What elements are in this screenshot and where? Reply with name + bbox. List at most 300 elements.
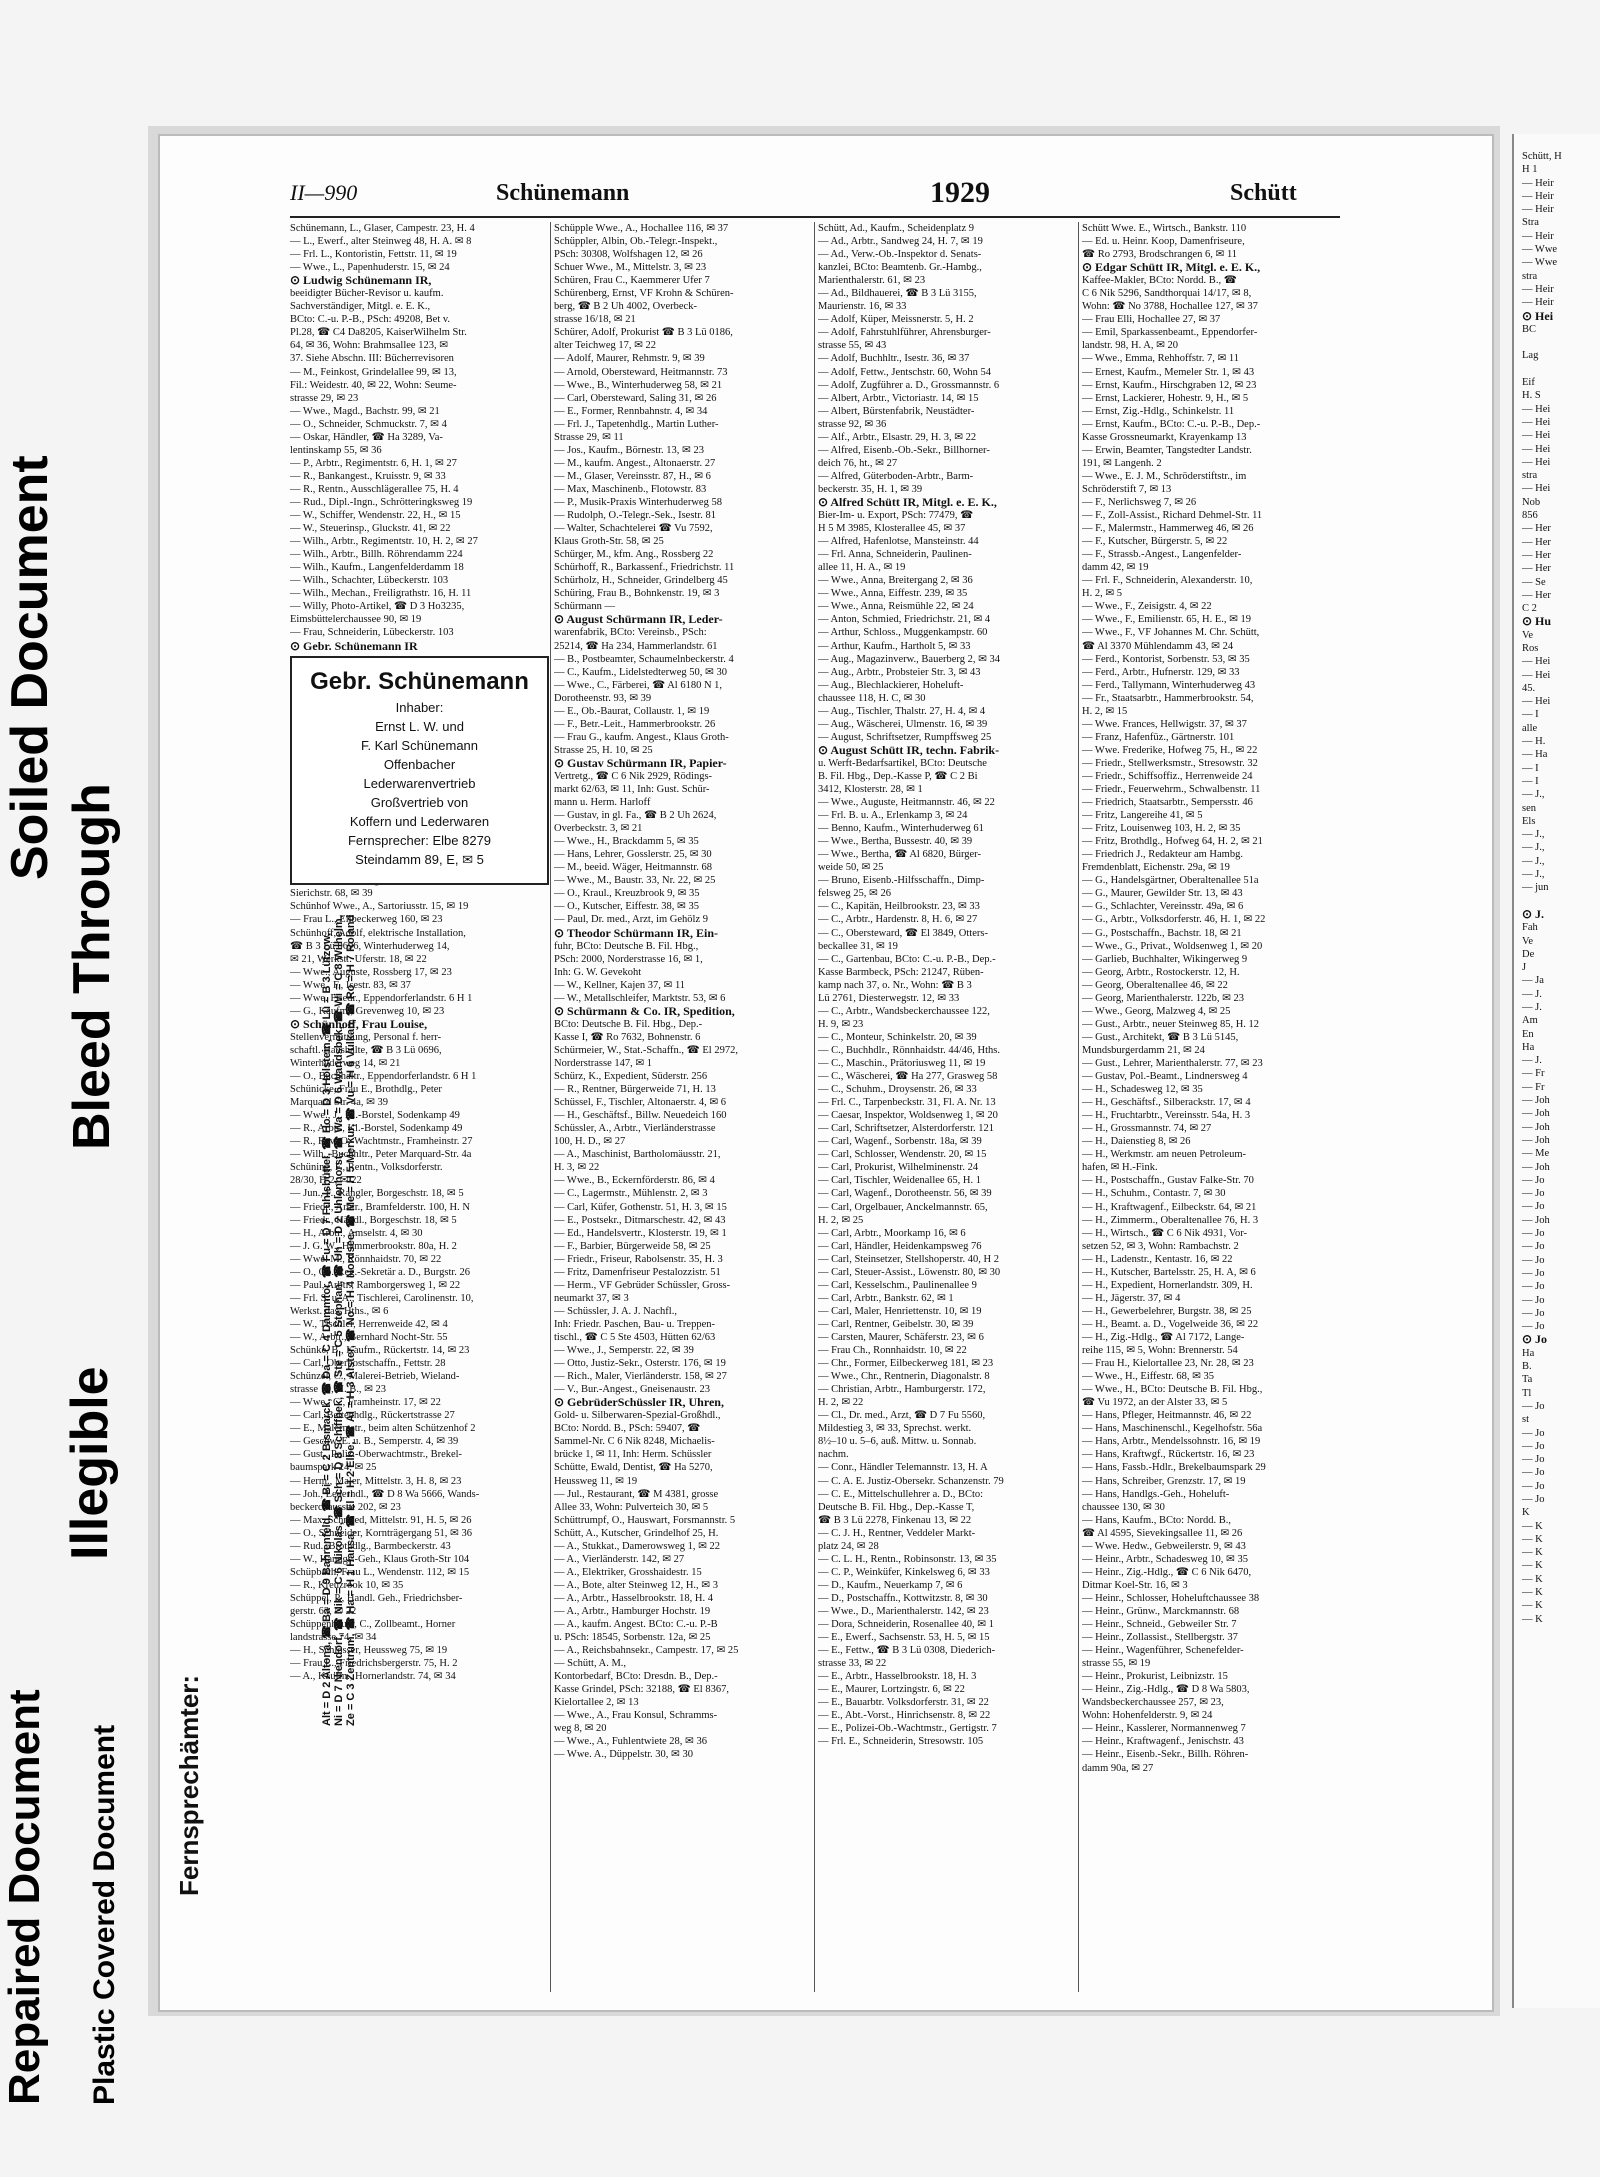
directory-entry-line: — Jo bbox=[1522, 1321, 1545, 1333]
directory-entry-line: ☎ Al 3370 Mühlendamm 43, ✉ 24 bbox=[1082, 640, 1234, 652]
directory-entry-line: — Heinr., Schneid., Gebweiler Str. 7 bbox=[1082, 1619, 1237, 1631]
directory-entry-line: — P., Arbtr., Regimentstr. 6, H. 1, ✉ 27 bbox=[290, 457, 457, 469]
directory-entry-line: — C., Kaufm., Lidelstedterweg 50, ✉ 30 bbox=[554, 666, 727, 678]
directory-entry-line: — Frl. F., Schneiderin, Alexanderstr. 10, bbox=[1082, 575, 1253, 587]
directory-entry-line: Overbeckstr. 3, ✉ 21 bbox=[554, 823, 643, 835]
ad-line: Großvertrieb von bbox=[370, 795, 469, 810]
directory-entry-line: Schüppler, Albin, Ob.-Telegr.-Inspekt., bbox=[554, 236, 718, 248]
ad-line: Steindamm 89, E, ✉ 5 bbox=[355, 852, 484, 867]
directory-entry-line: — Aug., Blechlackierer, Hoheluft- bbox=[818, 679, 964, 691]
directory-entry-line: — Wwe., Anna, Breitergang 2, ✉ 36 bbox=[818, 575, 973, 587]
directory-entry-line: C 6 Nik 5296, Sandthorquai 14/17, ✉ 8, bbox=[1082, 288, 1252, 300]
exchange-row: Alt = D 2 Altona, ☎ Ba = D 9 Bahrenfeld, ☎ Bi = C 2 Bismarck, ☎ Da = C 4 Dammtor, ☎ Fu = D 7 Fuhlsbüttel, ☎ Ho = D 3 Holstein, ☎ Lü = B 3 Lützow, bbox=[321, 932, 333, 1726]
directory-entry-line: — J., bbox=[1522, 869, 1545, 881]
directory-entry-line: ⊙ Jo bbox=[1522, 1332, 1548, 1347]
directory-entry-line: — Heinr., Wagenführer, Schenefelder- bbox=[1082, 1645, 1244, 1657]
directory-entry-line: kanzlei, BCto: Beamtenb. Gr.-Hambg., bbox=[818, 262, 982, 274]
directory-entry-line: — Carl, Tischler, Weidenallee 65, H. 1 bbox=[818, 1175, 982, 1187]
directory-entry-line: fuhr, BCto: Deutsche B. Fil. Hbg., bbox=[554, 940, 699, 952]
directory-entry-line: — A., Vierländerstr. 142, ✉ 27 bbox=[554, 1553, 685, 1565]
directory-entry-line: — J. G. W., Hammerbrookstr. 80a, H. 2 bbox=[290, 1240, 457, 1252]
directory-entry-line: ⊙ Hu bbox=[1522, 614, 1552, 629]
directory-entry-line: — Walter, Schachtelerei ☎ Vu 7592, bbox=[554, 523, 713, 535]
directory-entry-line: — Dora, Schneiderin, Rosenallee 40, ✉ 1 bbox=[818, 1619, 994, 1631]
directory-entry-line: Ditmar Koel-Str. 16, ✉ 3 bbox=[1082, 1579, 1188, 1591]
directory-entry-line: — Gust., Lehrer, Marienthalerstr. 77, ✉ 23 bbox=[1082, 1058, 1263, 1069]
directory-entry-line: — E., Ewerf., Sachsenstr. 53, H. 5, ✉ 15 bbox=[818, 1632, 990, 1644]
directory-entry-line: 3412, Klosterstr. 28, ✉ 1 bbox=[818, 784, 923, 796]
directory-entry-line: — Fr bbox=[1522, 1081, 1545, 1093]
directory-entry-line: H. 2, ✉ 15 bbox=[1082, 705, 1128, 717]
directory-entry-line: — Her bbox=[1522, 536, 1551, 548]
directory-entry-line: — I bbox=[1522, 762, 1539, 774]
directory-entry-line: — Wwe., Anna, Reismühle 22, ✉ 24 bbox=[818, 601, 974, 613]
directory-entry-line: — Gust., Arbtr., neuer Steinweg 85, H. 12 bbox=[1082, 1018, 1260, 1030]
directory-entry-line: — Max, Maschinenb., Flotowstr. 83 bbox=[554, 483, 707, 495]
directory-entry-line: — Adolf, Zugführer a. D., Grossmannstr. 6 bbox=[818, 379, 1000, 391]
directory-entry-line: brücke 1, ✉ 11, Inh: Herm. Schüssler bbox=[554, 1449, 712, 1461]
directory-entry-line: — W., Arbtr., Bernhard Nocht-Str. 55 bbox=[290, 1331, 448, 1343]
directory-entry-line: — Wwe., H., Eiffestr. 68, ✉ 35 bbox=[1082, 1371, 1215, 1383]
directory-entry-line: — G., Arbtr., Volksdorferstr. 46, H. 1, ✉ 22 bbox=[1082, 914, 1266, 926]
directory-entry-line: Schünicke, Frau E., Brothdlg., Peter bbox=[290, 1084, 442, 1096]
directory-entry-line: Inh: Friedr. Paschen, Bau- u. Treppen- bbox=[554, 1318, 715, 1330]
directory-entry-line: 37. Siehe Abschn. III: Bücherrevisoren bbox=[290, 353, 454, 365]
directory-entry-line: markt 62/63, ✉ 11, Inh: Gust. Schür- bbox=[554, 784, 710, 796]
directory-entry-line: — F., Malermstr., Hammerweg 46, ✉ 26 bbox=[1082, 523, 1254, 535]
column-divider bbox=[1078, 222, 1079, 1992]
directory-entry-line: — Ja bbox=[1522, 975, 1544, 987]
directory-entry-line: Els bbox=[1522, 815, 1536, 827]
directory-entry-line: — R., Rentn., Ausschlägerallee 75, H. 4 bbox=[290, 483, 459, 495]
directory-entry-line: Dorotheenstr. 93, ✉ 39 bbox=[554, 692, 652, 704]
directory-entry-line: — Wwe. Frederike, Hofweg 75, H., ✉ 22 bbox=[1082, 744, 1258, 756]
directory-entry-line: — F., Nerlichsweg 7, ✉ 26 bbox=[1082, 496, 1197, 508]
directory-entry-line: — Wwe. A., Düppelstr. 30, ✉ 30 bbox=[554, 1749, 693, 1761]
directory-entry-line: Norderstrasse 147, ✉ 1 bbox=[554, 1058, 653, 1069]
directory-entry-line: Wohn: Hohenfelderstr. 9, ✉ 24 bbox=[1082, 1710, 1213, 1722]
directory-entry-line: strasse 29, ✉ 23 bbox=[290, 392, 359, 404]
directory-entry-line: — Carl, Arbtr., Moorkamp 16, ✉ 6 bbox=[818, 1227, 966, 1239]
column-divider bbox=[814, 222, 815, 1992]
directory-entry-line: Kasse I, ☎ Ro 7632, Bohnenstr. 6 bbox=[554, 1031, 701, 1043]
directory-entry-line: — Heir bbox=[1522, 204, 1554, 216]
directory-entry-line: — E., Fettw., ☎ B 3 Lü 0308, Diederich- bbox=[818, 1645, 996, 1657]
directory-entry-line: Schütte, Ewald, Dentist, ☎ Ha 5270, bbox=[554, 1462, 713, 1474]
directory-entry-line: nachm. bbox=[818, 1449, 849, 1461]
directory-entry-line: — Joh bbox=[1522, 1095, 1550, 1107]
directory-entry-line: — J., bbox=[1522, 829, 1545, 841]
directory-entry-line: kamp nach 37, o. Nr., Wohn: ☎ B 3 bbox=[818, 979, 972, 991]
directory-entry-line: — Gust., Poliz.-Oberwachtmstr., Brekel- bbox=[290, 1449, 463, 1461]
directory-entry-line: — Wwe bbox=[1522, 257, 1558, 269]
directory-entry-line: — M., beeid. Wäger, Heitmannstr. 68 bbox=[554, 862, 713, 874]
directory-entry-line: Lag bbox=[1522, 350, 1539, 362]
directory-entry-line: damm 90a, ✉ 27 bbox=[1082, 1762, 1154, 1774]
directory-entry-line: — H. bbox=[1522, 736, 1546, 748]
label-bleed-through: Bleed Through bbox=[63, 783, 121, 1150]
directory-entry-line: — Wwe., C., Framheinstr. 17, ✉ 22 bbox=[290, 1397, 441, 1409]
directory-entry-line: — Wwe., Anna, Eiffestr. 239, ✉ 35 bbox=[818, 588, 968, 600]
directory-entry-line: — Arnold, Obersteward, Heitmannstr. 73 bbox=[554, 366, 728, 378]
directory-entry-line: Bier-Im- u. Export, PSch: 77479, ☎ bbox=[818, 510, 974, 522]
directory-entry-line: — C., Lagermstr., Mühlenstr. 2, ✉ 3 bbox=[554, 1188, 708, 1200]
directory-entry-line: — Hei bbox=[1522, 669, 1551, 681]
directory-entry-line: — Ad., Verw.-Ob.-Inspektor d. Senats- bbox=[818, 249, 982, 261]
directory-entry-line: H. 2, ✉ 25 bbox=[818, 1214, 864, 1226]
directory-entry-line: — Jo bbox=[1522, 1467, 1545, 1479]
directory-entry-line: B. bbox=[1522, 1361, 1532, 1373]
label-repaired-document: Repaired Document bbox=[0, 1689, 49, 2105]
directory-entry-line: — Frau G., kaufm. Angest., Klaus Groth- bbox=[554, 731, 729, 743]
directory-entry-line: — Friedr., Arbtr., Bramfelderstr. 100, H. N bbox=[290, 1201, 470, 1213]
directory-entry-line: — D., Postschaffn., Kottwitzstr. 8, ✉ 30 bbox=[818, 1592, 988, 1604]
directory-entry-line: — Heir bbox=[1522, 283, 1554, 295]
directory-entry-line: — Albert, Arbtr., Victoriastr. 14, ✉ 15 bbox=[818, 392, 979, 404]
directory-entry-line: — Friedr., Schiffsoffiz., Herrenweide 24 bbox=[1082, 770, 1253, 782]
directory-entry-line: — Ferd., Tallymann, Winterhuderweg 43 bbox=[1082, 679, 1256, 691]
directory-entry-line: — Conr., Händler Telemannstr. 13, H. A bbox=[818, 1462, 988, 1474]
directory-entry-line: ☎ Vu 1972, an der Alster 33, ✉ 5 bbox=[1082, 1397, 1228, 1409]
directory-entry-line: — Paul, Dr. med., Arzt, im Gehölz 9 bbox=[554, 914, 708, 926]
directory-entry-line: — Wwe., E. J. M., Schröderstiftstr., im bbox=[1082, 470, 1247, 482]
directory-entry-line: ⊙ J. bbox=[1522, 906, 1545, 921]
directory-entry-line: — Jo bbox=[1522, 1440, 1545, 1452]
directory-entry-line: — Ernest, Kaufm., Memeler Str. 1, ✉ 43 bbox=[1082, 366, 1255, 378]
directory-entry-line: — Jo bbox=[1522, 1294, 1545, 1306]
directory-entry-line: — Rudolph, O.-Telegr.-Sek., Isestr. 81 bbox=[554, 510, 716, 522]
directory-entry-line: Klaus Groth-Str. 58, ✉ 25 bbox=[554, 536, 664, 548]
directory-entry-line: — Heinr., Zig.-Hdlg., ☎ D 8 Wa 5803, bbox=[1082, 1684, 1250, 1696]
directory-entry-line: — Fr., Staatsarbtr., Hammerbrookstr. 54, bbox=[1082, 692, 1254, 704]
directory-entry-line: — A., Reichsbahnsekr., Campestr. 17, ✉ 25 bbox=[554, 1645, 739, 1657]
directory-entry-line: — A., Maschinist, Bartholomäusstr. 21, bbox=[554, 1149, 721, 1161]
directory-entry-line: C 2 bbox=[1522, 603, 1537, 615]
scanned-sheet bbox=[148, 126, 1562, 2016]
directory-entry-line: — Aug., Magazinverw., Bauerberg 2, ✉ 34 bbox=[818, 653, 1001, 665]
directory-entry-line: — J., bbox=[1522, 842, 1545, 854]
directory-entry-line: — E., Bauarbtr. Volksdorferstr. 31, ✉ 22 bbox=[818, 1697, 989, 1709]
directory-entry-line: — Fritz, Langereihe 41, ✉ 5 bbox=[1082, 810, 1203, 822]
directory-entry-line: Mildestieg 3, ✉ 33, Sprechst. werkt. bbox=[818, 1423, 972, 1435]
directory-entry-line: — Me bbox=[1522, 1148, 1550, 1160]
directory-entry-line: — Joh bbox=[1522, 1134, 1550, 1146]
directory-entry-line: — Rud., Dipl.-Ingn., Schrötteringksweg 19 bbox=[290, 496, 473, 508]
directory-entry-line: En bbox=[1522, 1028, 1534, 1040]
directory-entry-line: — O., Kutscher, Eiffestr. 38, ✉ 35 bbox=[554, 901, 699, 913]
directory-entry-line: weg 8, ✉ 20 bbox=[554, 1723, 607, 1735]
directory-entry-line: Marquard Str. 4a, ✉ 39 bbox=[290, 1097, 389, 1109]
directory-entry-line: — Frl. J., Tapetenhdlg., Martin Luther- bbox=[554, 418, 719, 430]
directory-entry-line: — Wwe., B., Eckernförderstr. 86, ✉ 4 bbox=[554, 1175, 715, 1187]
ad-line: Koffern und Lederwaren bbox=[349, 814, 490, 829]
directory-entry-line: Schürer, Adolf, Prokurist ☎ B 3 Lü 0186, bbox=[554, 327, 733, 339]
document-condition-labels bbox=[0, 140, 145, 2105]
directory-entry-line: — Herm., VF Gebrüder Schüssler, Gross- bbox=[554, 1279, 731, 1291]
directory-entry-line: Schüppel, P., Handl. Geh., Friedrichsber- bbox=[290, 1592, 463, 1604]
directory-entry-line: — E., Former, Rennbahnstr. 4, ✉ 34 bbox=[554, 405, 708, 417]
directory-entry-line: — A., Arbtr., Hasselbrookstr. 18, H. 4 bbox=[554, 1592, 713, 1604]
directory-entry-line: — Hans, Lehrer, Gosslerstr. 25, ✉ 30 bbox=[554, 849, 712, 861]
directory-entry-line: — A., Stukkat., Damerowsweg 1, ✉ 22 bbox=[554, 1540, 720, 1552]
directory-entry-line: — Wwe., C., Färberei, ☎ Al 6180 N 1, bbox=[554, 679, 723, 691]
label-soiled-document: Soiled Document bbox=[1, 455, 59, 880]
directory-entry-line: Stra bbox=[1522, 217, 1539, 229]
directory-entry-line: strasse 55, ✉ 43 bbox=[818, 340, 887, 352]
directory-entry-line: Ve bbox=[1522, 935, 1534, 947]
directory-entry-line: Schüpple Wwe., A., Hochallee 116, ✉ 37 bbox=[554, 223, 729, 234]
directory-entry-line: — Wwe., Magd., Bachstr. 99, ✉ 21 bbox=[290, 405, 440, 417]
directory-entry-line: — Wilh., Buchhltr., Peter Marquard-Str. 4a bbox=[290, 1149, 472, 1161]
directory-entry-line: — Her bbox=[1522, 589, 1551, 601]
directory-entry-line: — Wwe., J., Semperstr. 22, ✉ 39 bbox=[554, 1345, 694, 1357]
directory-entry-line: — C., Monteur, Schinkelstr. 20, ✉ 39 bbox=[818, 1031, 977, 1043]
directory-entry-line: — Heir bbox=[1522, 297, 1554, 309]
directory-entry-line: — F., Kutscher, Bürgerstr. 5, ✉ 22 bbox=[1082, 536, 1228, 548]
directory-entry-line: — Hans, Maschinenschl., Kegelhofstr. 56a bbox=[1082, 1423, 1263, 1435]
directory-entry-line: — Friedrich J., Redakteur am Hambg. bbox=[1082, 849, 1243, 861]
directory-entry-line: Maurienstr. 16, ✉ 33 bbox=[818, 301, 907, 313]
directory-entry-line: — H., Kutscher, Bartelsstr. 25, H. A, ✉ 6 bbox=[1082, 1266, 1256, 1278]
directory-entry-line: — Wwe., A., Fuhlentwiete 28, ✉ 36 bbox=[554, 1736, 707, 1748]
directory-entry-line: Schüssel, F., Tischler, Altonaerstr. 4, ✉ 6 bbox=[554, 1097, 727, 1109]
directory-entry-line: — Wwe. Hedw., Gebweilerstr. 9, ✉ 43 bbox=[1082, 1540, 1246, 1552]
directory-entry-line: — Wilh., Schachter, Lübeckerstr. 103 bbox=[290, 575, 449, 587]
directory-entry-line: — H., Fruchtarbtr., Vereinsstr. 54a, H. 3 bbox=[1082, 1110, 1251, 1122]
directory-entry-line: st bbox=[1522, 1414, 1530, 1426]
directory-entry-line: — C., Buchhdlr., Rönnhaidstr. 44/46, Hths. bbox=[818, 1044, 1001, 1056]
header-last-name: Schütt bbox=[1230, 180, 1297, 206]
directory-entry-line: Schürholz, H., Schneider, Grindelberg 45 bbox=[554, 575, 728, 587]
directory-entry-line: — E., Postsekr., Ditmarschestr. 42, ✉ 43 bbox=[554, 1214, 726, 1226]
directory-entry-line: berg, ☎ B 2 Uh 4002, Overbeck- bbox=[554, 301, 697, 313]
directory-entry-line: — Jo bbox=[1522, 1241, 1545, 1253]
directory-entry-line: — C., Kapitän, Heilbrookstr. 23, ✉ 33 bbox=[818, 901, 980, 913]
directory-entry-line: — M., kaufm. Angest., Altonaerstr. 27 bbox=[554, 457, 716, 469]
directory-entry-line: — Hei bbox=[1522, 483, 1551, 495]
directory-entry-line: — Joh bbox=[1522, 1108, 1550, 1120]
directory-entry-line: strasse 92, ✉ 36 bbox=[818, 418, 887, 430]
directory-entry-line: Fah bbox=[1522, 922, 1538, 934]
directory-entry-line: — Otto, Justiz-Sekr., Osterstr. 176, ✉ 19 bbox=[554, 1358, 726, 1370]
directory-entry-line: BCto: Deutsche B. Fil. Hbg., Dep.- bbox=[554, 1018, 703, 1030]
directory-entry-line: strasse 10, H. B., ✉ 23 bbox=[290, 1384, 387, 1396]
directory-entry-line: — C., Maschin., Prätoriusweg 11, ✉ 19 bbox=[818, 1058, 986, 1069]
directory-entry-line: BCto: C.-u. P.-B., PSch: 49208, Bet v. bbox=[290, 314, 451, 326]
directory-entry-line: ⊙ Schürmann & Co. IR, Spedition, bbox=[554, 1004, 735, 1018]
directory-entry-line: beckallee 31, ✉ 19 bbox=[818, 940, 898, 952]
directory-entry-line: Lü 2761, Diesterwegstr. 12, ✉ 33 bbox=[818, 992, 960, 1004]
directory-entry-line: — Friedr., Feuerwehrm., Schwalbenstr. 11 bbox=[1082, 784, 1261, 796]
directory-entry-line: — Heinr., Schlosser, Hoheluftchaussee 38 bbox=[1082, 1592, 1260, 1604]
directory-entry-line: — Wwe., J., Kl.-Borstel, Sodenkamp 49 bbox=[290, 1110, 460, 1122]
directory-entry-line: Nob bbox=[1522, 496, 1541, 508]
directory-entry-line: — G., Handelsgärtner, Oberaltenallee 51a bbox=[1082, 875, 1259, 887]
directory-entry-line: — Heinr., Zollassist., Stellbergstr. 37 bbox=[1082, 1632, 1238, 1644]
directory-entry-line: landstrasse 74, ✉ 34 bbox=[290, 1632, 377, 1644]
directory-entry-line: — Frl. Anna, Schneiderin, Paulinen- bbox=[818, 549, 972, 561]
directory-entry-line: — Friedr., Stellwerksmstr., Stresowstr. 32 bbox=[1082, 757, 1258, 769]
directory-entry-line: H. S bbox=[1522, 390, 1541, 402]
exchange-row: Ze = C 3 Zentrum, ☎ Ha = H 1 Hansa, ☎ El = H 2 Elbe, ☎ Al = H 3 Alster, ☎ No = H 4 Nordsee, ☎ Me = H 5 Merkur, ☎ Vu = H 6 Vulkan, ☎ Ro = H 7 Roland bbox=[345, 914, 357, 1726]
directory-entry-line: — H., Jägerstr. 37, ✉ 4 bbox=[1082, 1292, 1181, 1304]
directory-entry-line: beeidigter Bücher-Revisor u. kaufm. bbox=[290, 288, 444, 300]
directory-entry-line: — Hans, Fassb.-Hdlr., Brekelbaumspark 29 bbox=[1082, 1462, 1266, 1474]
directory-entry-line: Schürhoff, R., Barkassenf., Friedrichstr. 11 bbox=[554, 562, 735, 574]
ad-line: Offenbacher bbox=[383, 757, 456, 772]
directory-entry-line: Schuer Wwe., M., Mittelstr. 3, ✉ 23 bbox=[554, 262, 707, 274]
directory-entry-line: — Fritz, Damenfriseur Pestalozzistr. 51 bbox=[554, 1266, 721, 1278]
directory-entry-line: Am bbox=[1522, 1015, 1538, 1027]
directory-entry-line: — Carl, Küfer, Gothenstr. 51, H. 3, ✉ 15 bbox=[554, 1201, 727, 1213]
directory-entry-line: gerstr. 63, ✉ 22 bbox=[290, 1605, 357, 1617]
directory-entry-line: — Jo bbox=[1522, 1307, 1545, 1319]
directory-entry-line: — Emil, Sparkassenbeamt., Eppendorfer- bbox=[1082, 327, 1258, 339]
directory-entry-line: strasse 16/18, ✉ 21 bbox=[554, 314, 636, 326]
directory-entry-line: — Benno, Kaufm., Winterhuderweg 61 bbox=[818, 823, 984, 835]
directory-entry-line: lentinskamp 55, ✉ 36 bbox=[290, 444, 382, 456]
directory-entry-line: — A., Kaufm., Hornerlandstr. 74, ✉ 34 bbox=[290, 1671, 456, 1683]
directory-entry-line: Schünke, B., Kaufm., Rückertstr. 14, ✉ 23 bbox=[290, 1345, 470, 1357]
directory-entry-line: — Jo bbox=[1522, 1228, 1545, 1240]
directory-entry-line: — Paul, Arbtr., Ramborgersweg 1, ✉ 22 bbox=[290, 1279, 461, 1291]
directory-entry-line: — Wilh., Arbtr., Billh. Röhrendamm 224 bbox=[290, 549, 463, 561]
directory-entry-line: — K bbox=[1522, 1573, 1543, 1585]
directory-entry-line: Marienthalerstr. 61, ✉ 23 bbox=[818, 275, 926, 287]
directory-entry-line: — Schüssler, J. A. J. Nachfl., bbox=[554, 1305, 677, 1317]
directory-entry-line: — Jo bbox=[1522, 1454, 1545, 1466]
directory-entry-line: — C. J. H., Rentner, Veddeler Markt- bbox=[818, 1527, 976, 1539]
directory-entry-line: — Bruno, Eisenb.-Hilfsschaffn., Dimp- bbox=[818, 875, 985, 887]
directory-entry-line: — K bbox=[1522, 1560, 1543, 1572]
directory-entry-line: Schüning, F., Rentn., Volksdorferstr. bbox=[290, 1162, 443, 1174]
directory-entry-line: — K bbox=[1522, 1587, 1543, 1599]
exchange-legend-title: Fernsprechämter: bbox=[174, 1674, 204, 1896]
exchange-row: Ni = D 7 Niendorf, ☎ Nik = C 6 Nikolas, ☎ Sch = D 8 Schiffbek, ☎ Ste = C 5 Stephan, ☎ Uh = D 2 Uhlenhorst, ☎ Wa = D 6 Wandsbek, ☎ Wi = C 8 Wilhelm, bbox=[333, 915, 345, 1726]
directory-entry-line: ⊙ Edgar Schütt IR, Mitgl. e. E. K., bbox=[1082, 261, 1261, 275]
directory-entry-line: — Wwe., F., VF Johannes M. Chr. Schütt, bbox=[1082, 627, 1260, 639]
directory-entry-line: BC bbox=[1522, 323, 1537, 335]
directory-entry-line: H. 2, ✉ 22 bbox=[818, 1397, 864, 1409]
directory-entry-line: ✉ 21, Werkst.: Uferstr. 18, ✉ 22 bbox=[290, 953, 427, 965]
ad-title: Gebr. Schünemann bbox=[310, 668, 529, 695]
directory-entry-line: u. PSch: 18545, Sorbenstr. 12a, ✉ 25 bbox=[554, 1632, 711, 1644]
directory-entry-line: Schüren, Frau C., Kaemmerer Ufer 7 bbox=[554, 275, 710, 287]
directory-entry-line: De bbox=[1522, 948, 1535, 960]
directory-entry-line: — Ed. u. Heinr. Koop, Damenfriseure, bbox=[1082, 236, 1245, 248]
directory-entry-line: — Heinr., Prokurist, Leibnizstr. 15 bbox=[1082, 1671, 1228, 1683]
directory-entry-line: ⊙ Gebr. Schünemann IR bbox=[290, 639, 418, 653]
directory-entry-line: — Ed., Handelsvertr., Klosterstr. 19, ✉ 1 bbox=[554, 1227, 727, 1239]
directory-entry-line: — J. bbox=[1522, 1002, 1542, 1013]
directory-entry-line: Schünhof Wwe., A., Sartoriusstr. 15, ✉ 19 bbox=[290, 901, 469, 913]
directory-entry-line: — Anton, Schmied, Friedrichstr. 21, ✉ 4 bbox=[818, 614, 991, 626]
header-rule bbox=[290, 216, 1340, 218]
directory-entry-line: Schütt Wwe. E., Wirtsch., Bankstr. 110 bbox=[1082, 223, 1247, 234]
directory-entry-line: — H., Geschäftsf., Silberackstr. 17, ✉ 4 bbox=[1082, 1097, 1251, 1109]
directory-entry-line: Gold- u. Silberwaren-Spezial-Großhdl., bbox=[554, 1410, 721, 1422]
directory-entry-line: ⊙ Hei bbox=[1522, 308, 1554, 323]
directory-entry-line: mann u. Herm. Harloff bbox=[554, 797, 651, 809]
directory-entry-line: — G., Postschaffn., Bachstr. 18, ✉ 21 bbox=[1082, 927, 1242, 939]
directory-entry-line: — Fr bbox=[1522, 1068, 1545, 1080]
directory-entry-line: — K bbox=[1522, 1520, 1543, 1532]
directory-entry-line: — Carl, Steuer-Assist., Löwenstr. 80, ✉ 30 bbox=[818, 1266, 1001, 1278]
directory-entry-line: — Ha bbox=[1522, 749, 1548, 761]
directory-entry-line: — Wwe., Auguste, Rossberg 17, ✉ 23 bbox=[290, 966, 452, 978]
directory-entry-line: — Rud., Brothdlg., Barmbeckerstr. 43 bbox=[290, 1540, 451, 1552]
directory-entry-line: — Frl. C., Tarpenbeckstr. 31, Fl. A. Nr. 13 bbox=[818, 1097, 996, 1109]
directory-entry-line: — Jo bbox=[1522, 1480, 1545, 1492]
directory-entry-line: — H., Gewerbelehrer, Burgstr. 38, ✉ 25 bbox=[1082, 1305, 1252, 1317]
directory-entry-line: — Georg, Arbtr., Rostockerstr. 12, H. bbox=[1082, 966, 1240, 978]
directory-entry-line: — I bbox=[1522, 709, 1539, 721]
directory-entry-line: — F., Zoll-Assist., Richard Dehmel-Str. 11 bbox=[1082, 510, 1263, 522]
directory-entry-line: Schürz, K., Expedient, Süderstr. 256 bbox=[554, 1071, 708, 1083]
directory-entry-line: — H., Postschaffn., Gustav Falke-Str. 70 bbox=[1082, 1175, 1254, 1187]
directory-entry-line: — Hei bbox=[1522, 656, 1551, 668]
directory-entry-line: — Max, Schmied, Mittelstr. 91, H. 5, ✉ 26 bbox=[290, 1514, 472, 1526]
directory-entry-line: — Wwe., F., Isestr. 83, ✉ 37 bbox=[290, 979, 411, 991]
directory-entry-line: ⊙ Gustav Schürmann IR, Papier- bbox=[554, 756, 727, 770]
directory-entry-line: Schüpbach, Frau L., Wendenstr. 112, ✉ 15 bbox=[290, 1566, 470, 1578]
directory-entry-line: Deutsche B. Fil. Hbg., Dep.-Kasse T, bbox=[818, 1501, 975, 1513]
directory-entry-line: ☎ B 3 Lü 0696, Winterhuderweg 14, bbox=[290, 940, 450, 952]
directory-entry-line: — Friedr., Händl., Borgeschstr. 18, ✉ 5 bbox=[290, 1214, 457, 1226]
directory-entry-line: — Caesar, Inspektor, Woldsenweg 1, ✉ 20 bbox=[818, 1110, 998, 1122]
directory-entry-line: — Alfred, Güterboden-Arbtr., Barm- bbox=[818, 470, 974, 482]
directory-entry-line: baumspark 24, ✉ 25 bbox=[290, 1462, 377, 1474]
directory-entry-line: — O., Buchhaltr., Eppendorferlandstr. 6 H 1 bbox=[290, 1071, 477, 1083]
directory-entry-line: — Jo bbox=[1522, 1188, 1545, 1200]
column-4 bbox=[1082, 222, 1337, 1992]
directory-entry-line: Wohn: ☎ No 3788, Hochallee 127, ✉ 37 bbox=[1082, 301, 1258, 313]
directory-entry-line: Sachverständiger, Mitgl. e. E. K., bbox=[290, 301, 431, 313]
directory-entry-line: Tl bbox=[1522, 1387, 1532, 1399]
directory-entry-line: — F., Betr.-Leit., Hammerbrookstr. 26 bbox=[554, 718, 716, 730]
directory-entry-line: 64, ✉ 36, Wohn: Brahmsallee 123, ✉ bbox=[290, 340, 448, 352]
directory-entry-line: strasse 55, ✉ 19 bbox=[1082, 1658, 1151, 1670]
column-2 bbox=[554, 222, 809, 1992]
directory-entry-line: — Jo bbox=[1522, 1400, 1545, 1412]
directory-entry-line: Strasse 25, H. 10, ✉ 25 bbox=[554, 744, 653, 756]
directory-entry-line: — C. E., Mittelschullehrer a. D., BCto: bbox=[818, 1488, 984, 1500]
directory-entry-line: Schütt, A., Kutscher, Grindelhof 25, H. bbox=[554, 1527, 719, 1539]
directory-entry-line: — Wwe., B., Winterhuderweg 58, ✉ 21 bbox=[554, 379, 723, 391]
directory-entry-line: ⊙ Alfred Schütt IR, Mitgl. e. E. K., bbox=[818, 495, 997, 509]
directory-entry-line: 25214, ☎ Ha 234, Hammerlandstr. 61 bbox=[554, 640, 718, 652]
directory-entry-line: — Hei bbox=[1522, 696, 1551, 708]
directory-entry-line: — Wwe., A., Frau Konsul, Schramms- bbox=[554, 1710, 718, 1722]
directory-entry-line: damm 42, ✉ 19 bbox=[1082, 562, 1149, 574]
directory-entry-line: — Schütt, A. M., bbox=[554, 1658, 627, 1670]
directory-entry-line: H 5 M 3985, Klosterallee 45, ✉ 37 bbox=[818, 523, 966, 535]
label-illegible: Illegible bbox=[61, 1366, 119, 1560]
directory-entry-line: — Wwe., L., Papenhuderstr. 15, ✉ 24 bbox=[290, 262, 450, 274]
directory-entry-line: stra bbox=[1522, 470, 1538, 482]
directory-entry-line: Schünemann, L., Glaser, Campestr. 23, H. 4 bbox=[290, 223, 475, 234]
directory-entry-line: — C., Gartenbau, BCto: C.-u. P.-B., Dep.- bbox=[818, 953, 996, 965]
directory-entry-line: — K bbox=[1522, 1547, 1543, 1559]
directory-entry-line: — Ad., Bildhauerei, ☎ B 3 Lü 3155, bbox=[818, 288, 977, 300]
directory-entry-line: — A., Elektriker, Grosshaidestr. 15 bbox=[554, 1566, 702, 1578]
directory-entry-line: — H., Zig.-Hdlg., ☎ Al 7172, Lange- bbox=[1082, 1331, 1245, 1343]
directory-entry-line: — G., Schlachter, Vereinsstr. 49a, ✉ 6 bbox=[1082, 901, 1244, 913]
directory-entry-line: — Ernst, Kaufm., Hirschgraben 12, ✉ 23 bbox=[1082, 379, 1257, 391]
directory-entry-line: ⊙ Schünhoff, Frau Louise, bbox=[290, 1017, 428, 1031]
directory-entry-line: — Carl, Oberpostschaffn., Fettstr. 28 bbox=[290, 1358, 446, 1370]
directory-entry-line: — C., Wäscherei, ☎ Ha 277, Grasweg 58 bbox=[818, 1071, 998, 1083]
